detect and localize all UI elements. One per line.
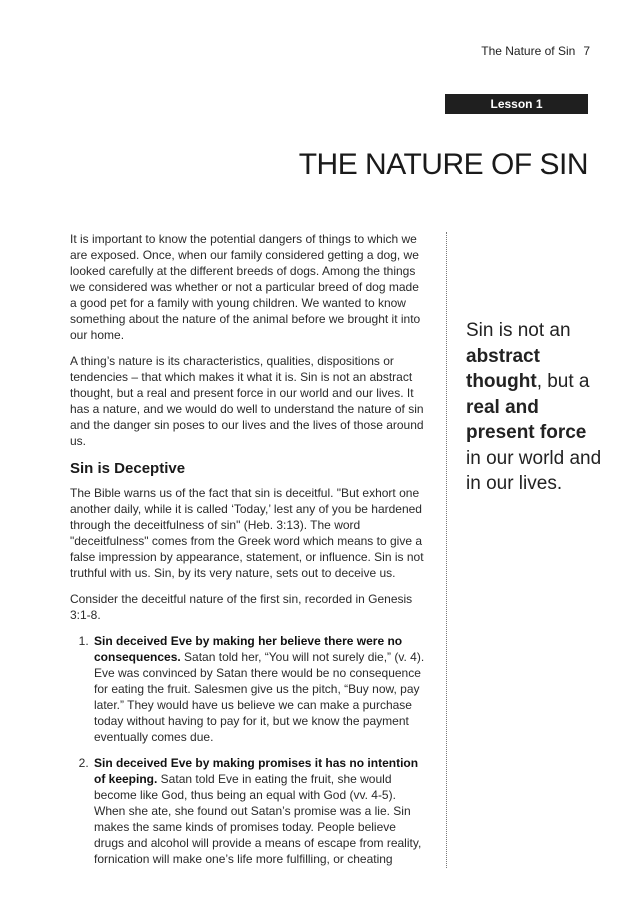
section-paragraph-2: Consider the deceitful nature of the first sin, recorded in Genesis 3:1-8.	[70, 592, 413, 622]
main-column	[70, 231, 428, 877]
page-number: 7	[583, 44, 590, 58]
list-item	[92, 755, 428, 867]
list-item-lead: Sin deceived Eve by making her believe there were no consequences.	[94, 634, 403, 664]
list-item-text: Satan told Eve in eating the fruit, she would become like God, thus being an equal with God (vv. 4-5). When she ate, she found out Satan’s promise was a lie. Sin makes the same kinds of promises today. People believe drugs and alcohol will provide a means of escape from reality, fornication will make one’s life more fulfilling, or cheating	[94, 772, 422, 866]
section-paragraph-1: The Bible warns us of the fact that sin is deceitful. "But exhort one another daily, while it is called ‘Today,’ lest any of you be hardened through the deceitfulness of sin" (Heb. 3:13). The word "deceitfulness" comes from the Greek word which means to give a false impression by appearance, statement, or influence. Sin is not truthful with us. Sin, by its very nature, sets out to deceive us.	[70, 486, 424, 580]
intro-paragraph-2: A thing’s nature is its characteristics, qualities, dispositions or tendencies – that which makes it what it is. Sin is not an abstract thought, but a real and present force in our world and our lives. It has a nature, and we would do well to understand the nature of sin and the danger sin poses to our lives and the lives of those around us.	[70, 354, 424, 448]
pull-quote	[466, 318, 606, 497]
lesson-label-text: Lesson 1	[490, 97, 543, 111]
page-title: THE NATURE OF SIN	[298, 148, 588, 181]
list-item	[92, 633, 428, 745]
pull-quote-text: Sin is not an	[466, 320, 571, 341]
intro-paragraph-1: It is important to know the potential dangers of things to which we are exposed. Once, when our family considered getting a dog, we looked carefully at the different breeds of dogs. Among the things we considered was whether or not a particular breed of dog made a good pet for a family with young children. We wanted to know something about the nature of the animal before we brought it into our home.	[70, 232, 421, 342]
pull-quote-bold: real and present force	[466, 396, 587, 443]
list-item-text: Satan told her, “You will not surely die,” (v. 4). Eve was convinced by Satan there would be no consequence for eating the fruit. Salesmen give us the pitch, “Buy now, pay later.” They would have us believe we can make a purchase today without having to pay for it, but we know the payment eventually comes due.	[94, 650, 425, 744]
section-heading: Sin is Deceptive	[70, 460, 186, 477]
pull-quote-bold: abstract thought	[466, 345, 540, 392]
running-header	[481, 44, 590, 58]
pull-quote-text: , but a	[536, 371, 590, 392]
list-item-lead: Sin deceived Eve by making promises it has no intention of keeping.	[94, 756, 419, 786]
column-divider	[446, 232, 447, 868]
numbered-list	[70, 633, 428, 867]
lesson-label	[445, 94, 588, 114]
running-title: The Nature of Sin	[481, 44, 576, 58]
pull-quote-text: in our world and in our lives.	[466, 447, 602, 494]
